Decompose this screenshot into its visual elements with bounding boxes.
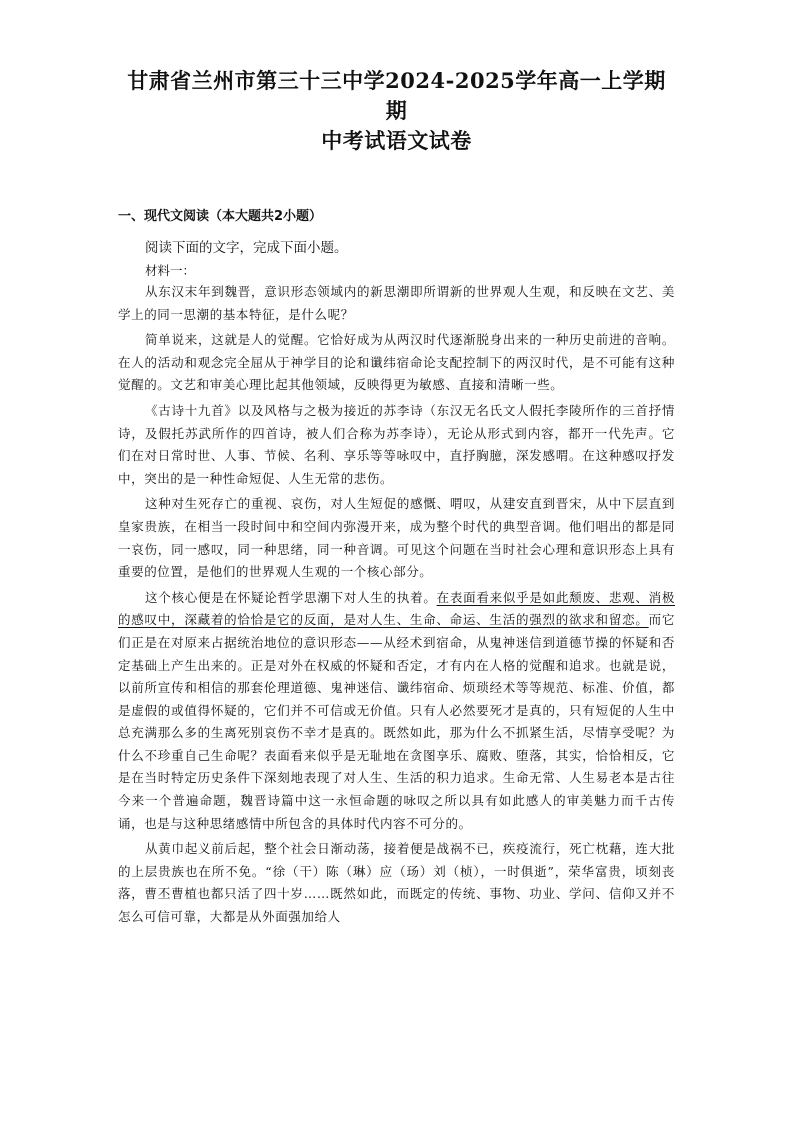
material-label: 材料一： (145, 263, 196, 278)
title-line-2: 中考试语文试卷 (321, 128, 472, 153)
paragraph-5-lead: 这个核心便是在怀疑论哲学思潮下对人生的执着。 (145, 589, 437, 605)
section-heading: 一、现代文阅读（本大题共2小题） (118, 209, 323, 224)
paragraph-4: 这种对生死存亡的重视、哀伤，对人生短促的感慨、喟叹，从建安直到晋宋，从中下层直到皇家贵族，在相当一段时间中和空间内弥漫开来，成为整个时代的典型音调。他们唱出的都是同一哀伤，同一感叹，同一种思绪，同一种音调。可见这个问题在当时社会心理和意识形态上具有重要的位置，是他们的世界观人生观的一个核心部分。 (118, 496, 675, 580)
reading-instruction: 阅读下面的文字，完成下面小题。 (145, 240, 348, 256)
paragraph-5 (118, 587, 675, 836)
paragraph-1: 从东汉末年到魏晋，意识形态领域内的新思潮即所谓新的世界观人生观，和反映在文艺、美学上的同一思潮的基本特征，是什么呢？ (118, 284, 675, 322)
title-line-1: 甘肃省兰州市第三十三中学2024-2025学年高一上学期期 (127, 68, 666, 123)
paragraph-6: 从黄巾起义前后起，整个社会日渐动荡，接着便是战祸不已，疾疫流行，死亡枕藉，连大批的上层贵族也在所不免。“徐（干）陈（琳）应（玚）刘（桢），一时俱逝”，荣华富贵，顷刻丧落，曹丕曹植也都只活了四十岁……既然如此，而既定的传统、事物、功业、学问、信仰又并不怎么可信可靠，大都是从外面强加给人 (118, 841, 675, 925)
document-title (118, 66, 675, 156)
paragraph-5-rest: 而它们正是在对原来占据统治地位的意识形态——从经术到宿命，从鬼神迷信到道德节操的怀疑和否定基础上产生出来的。正是对外在权威的怀疑和否定，才有内在人格的觉醒和追求。也就是说，以前所宣传和相信的那套伦理道德、鬼神迷信、谶纬宿命、烦琐经术等等规范、标准、价值，都是虚假的或值得怀疑的，它们并不可信或无价值。只有人必然要死才是真的，只有短促的人生中总充满那么多的生离死别哀伤不幸才是真的。既然如此，那为什么不抓紧生活，尽情享受呢？为什么不珍重自己生命呢？表面看来似乎是无耻地在贪图享乐、腐败、堕落，其实，恰恰相反，它是在当时特定历史条件下深刻地表现了对人生、生活的积力追求。生命无常、人生易老本是古往今来一个普遍命题，魏晋诗篇中这一永恒命题的咏叹之所以具有如此感人的审美魅力而千古传诵，也是与这种思绪感情中所包含的具体时代内容不可分的。 (118, 612, 675, 831)
paragraph-3: 《古诗十九首》以及风格与之极为接近的苏李诗（东汉无名氏文人假托李陵所作的三首抒情诗，及假托苏武所作的四首诗，被人们合称为苏李诗），无论从形式到内容，都开一代先声。它们在对日常时世、人事、节候、名利、享乐等等咏叹中，直抒胸臆，深发感喟。在这种感叹抒发中，突出的是一种性命短促、人生无常的悲伤。 (118, 402, 675, 486)
paragraph-2: 简单说来，这就是人的觉醒。它恰好成为从两汉时代逐渐脱身出来的一种历史前进的音响。在人的活动和观念完全屈从于神学目的论和谶纬宿命论支配控制下的两汉时代，是不可能有这种觉醒的。文艺和审美心理比起其他领域，反映得更为敏感、直接和清晰一些。 (118, 332, 675, 393)
underlined-sentence: 在表面看来似乎是如此颓废、悲观、消极的感叹中，深藏着的恰恰是它的反面，是对人生、生命、命运、生活的强烈的欲求和留恋。 (118, 589, 675, 628)
